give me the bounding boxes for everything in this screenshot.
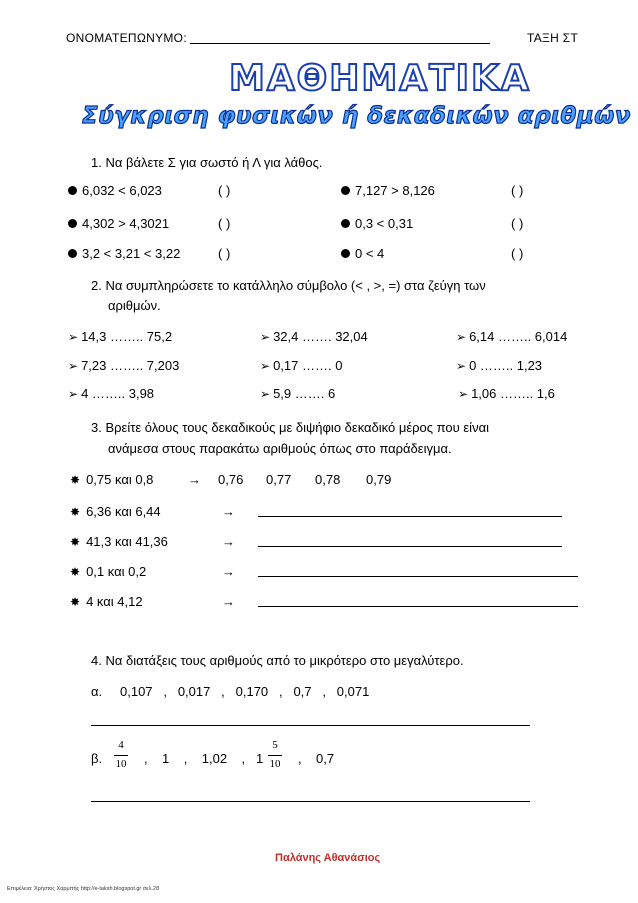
fraction-denominator: 10	[269, 758, 281, 770]
q2-item: ➢ 4 …….. 3,98	[68, 386, 155, 401]
q1-answer-box[interactable]: ( )	[511, 246, 524, 261]
star-bullet-icon: ✸	[70, 595, 81, 609]
name-label: ΟΝΟΜΑΤΕΠΩΝΥΜΟ:	[66, 31, 187, 45]
fraction-numerator: 5	[272, 739, 278, 751]
bullet-dot-icon	[68, 219, 77, 228]
q3-example-answer: 0,76	[218, 472, 244, 487]
q4-b-answer-line[interactable]	[91, 801, 530, 802]
arrow-bullet-icon: ➢	[456, 359, 467, 373]
page-title: ΜΑΘΗΜΑΤΙΚΑ	[229, 58, 531, 99]
page-subtitle: Σύγκριση φυσικών ή δεκαδικών αριθμών	[82, 103, 631, 129]
arrow-right-icon: →	[188, 472, 201, 487]
q2-item: ➢ 1,06 …….. 1,6	[458, 386, 555, 401]
q1-item: 7,127 > 8,126	[341, 183, 435, 198]
arrow-bullet-icon: ➢	[68, 359, 79, 373]
q2-instruction: 2. Να συμπληρώσετε το κατάλληλο σύμβολο (< , >, =) στα ζεύγη των	[91, 278, 486, 293]
q4-b-label: β.	[91, 751, 103, 766]
bullet-dot-icon	[341, 186, 350, 195]
q3-answer-line[interactable]	[258, 576, 578, 577]
star-bullet-icon: ✸	[70, 505, 81, 519]
fraction-denominator: 10	[115, 758, 127, 770]
fraction-numerator: 4	[118, 739, 124, 751]
q2-item: ➢ 0 …….. 1,23	[456, 358, 543, 373]
q2-item: ➢ 0,17 ……. 0	[260, 358, 343, 373]
arrow-right-icon: →	[222, 564, 235, 579]
arrow-bullet-icon: ➢	[68, 330, 79, 344]
q3-answer-line[interactable]	[258, 546, 562, 547]
bullet-dot-icon	[68, 186, 77, 195]
q2-item: ➢ 5,9 ……. 6	[260, 386, 336, 401]
bullet-dot-icon	[341, 249, 350, 258]
q3-item: ✸ 0,1 και 0,2	[70, 564, 147, 579]
q3-item: ✸ 4 και 4,12	[70, 594, 143, 609]
arrow-bullet-icon: ➢	[260, 330, 271, 344]
arrow-bullet-icon: ➢	[456, 330, 467, 344]
arrow-bullet-icon: ➢	[458, 387, 469, 401]
q3-example-answer: 0,78	[315, 472, 341, 487]
author-name: Παλάνης Αθανάσιος	[275, 852, 381, 864]
q3-instruction: 3. Βρείτε όλους τους δεκαδικούς με διψήφιο δεκαδικό μέρος που είναι	[91, 420, 489, 435]
q2-item: ➢ 32,4 ……. 32,04	[260, 329, 368, 344]
q3-answer-line[interactable]	[258, 516, 562, 517]
class-label: ΤΑΞΗ ΣΤ	[527, 31, 579, 45]
q2-item: ➢ 7,23 …….. 7,203	[68, 358, 180, 373]
q4-b-values: , 1 , 1,02 , 1	[144, 751, 264, 766]
q4-a-answer-line[interactable]	[91, 725, 530, 726]
q3-item: ✸ 41,3 και 41,36	[70, 534, 168, 549]
q1-item: 0 < 4	[341, 246, 384, 261]
q4-instruction: 4. Να διατάξεις τους αριθμούς από το μικρότερο στο μεγαλύτερο.	[91, 653, 464, 668]
arrow-right-icon: →	[222, 534, 235, 549]
star-bullet-icon: ✸	[70, 535, 81, 549]
arrow-bullet-icon: ➢	[260, 387, 271, 401]
q1-item: 3,2 < 3,21 < 3,22	[68, 246, 180, 261]
q3-item: ✸ 6,36 και 6,44	[70, 504, 161, 519]
star-bullet-icon: ✸	[70, 565, 81, 579]
fraction-bar	[268, 755, 282, 756]
q2-instruction-cont: αριθμών.	[108, 298, 161, 313]
arrow-bullet-icon: ➢	[68, 387, 79, 401]
star-bullet-icon: ✸	[70, 473, 81, 487]
q1-instruction: 1. Να βάλετε Σ για σωστό ή Λ για λάθος.	[91, 155, 323, 170]
page-footer: Επιμέλεια: Χρήστος Χαρμπής http://e-taksh.blogspot.gr σελ.28	[7, 886, 160, 892]
q1-item: 6,032 < 6,023	[68, 183, 162, 198]
q2-item: ➢ 14,3 …….. 75,2	[68, 329, 173, 344]
arrow-right-icon: →	[222, 594, 235, 609]
q4-a-values: 0,107 , 0,017 , 0,170 , 0,7 , 0,071	[120, 684, 370, 699]
q1-item: 0,3 < 0,31	[341, 216, 413, 231]
q3-example-answer: 0,79	[366, 472, 392, 487]
q1-item: 4,302 > 4,3021	[68, 216, 169, 231]
q1-answer-box[interactable]: ( )	[511, 216, 524, 231]
bullet-dot-icon	[68, 249, 77, 258]
q1-answer-box[interactable]: ( )	[218, 246, 231, 261]
bullet-dot-icon	[341, 219, 350, 228]
q3-instruction-cont: ανάμεσα στους παρακάτω αριθμούς όπως στο παράδειγμα.	[108, 441, 452, 456]
q4-a-label: α.	[91, 684, 103, 699]
q1-answer-box[interactable]: ( )	[218, 216, 231, 231]
q1-answer-box[interactable]: ( )	[218, 183, 231, 198]
q1-answer-box[interactable]: ( )	[511, 183, 524, 198]
fraction-bar	[114, 755, 128, 756]
arrow-right-icon: →	[222, 504, 235, 519]
q3-example-answer: 0,77	[266, 472, 292, 487]
q2-item: ➢ 6,14 …….. 6,014	[456, 329, 568, 344]
q3-example: ✸ 0,75 και 0,8	[70, 472, 154, 487]
arrow-bullet-icon: ➢	[260, 359, 271, 373]
name-line	[190, 43, 490, 44]
q4-b-end: , 0,7	[298, 751, 335, 766]
q3-answer-line[interactable]	[258, 606, 578, 607]
